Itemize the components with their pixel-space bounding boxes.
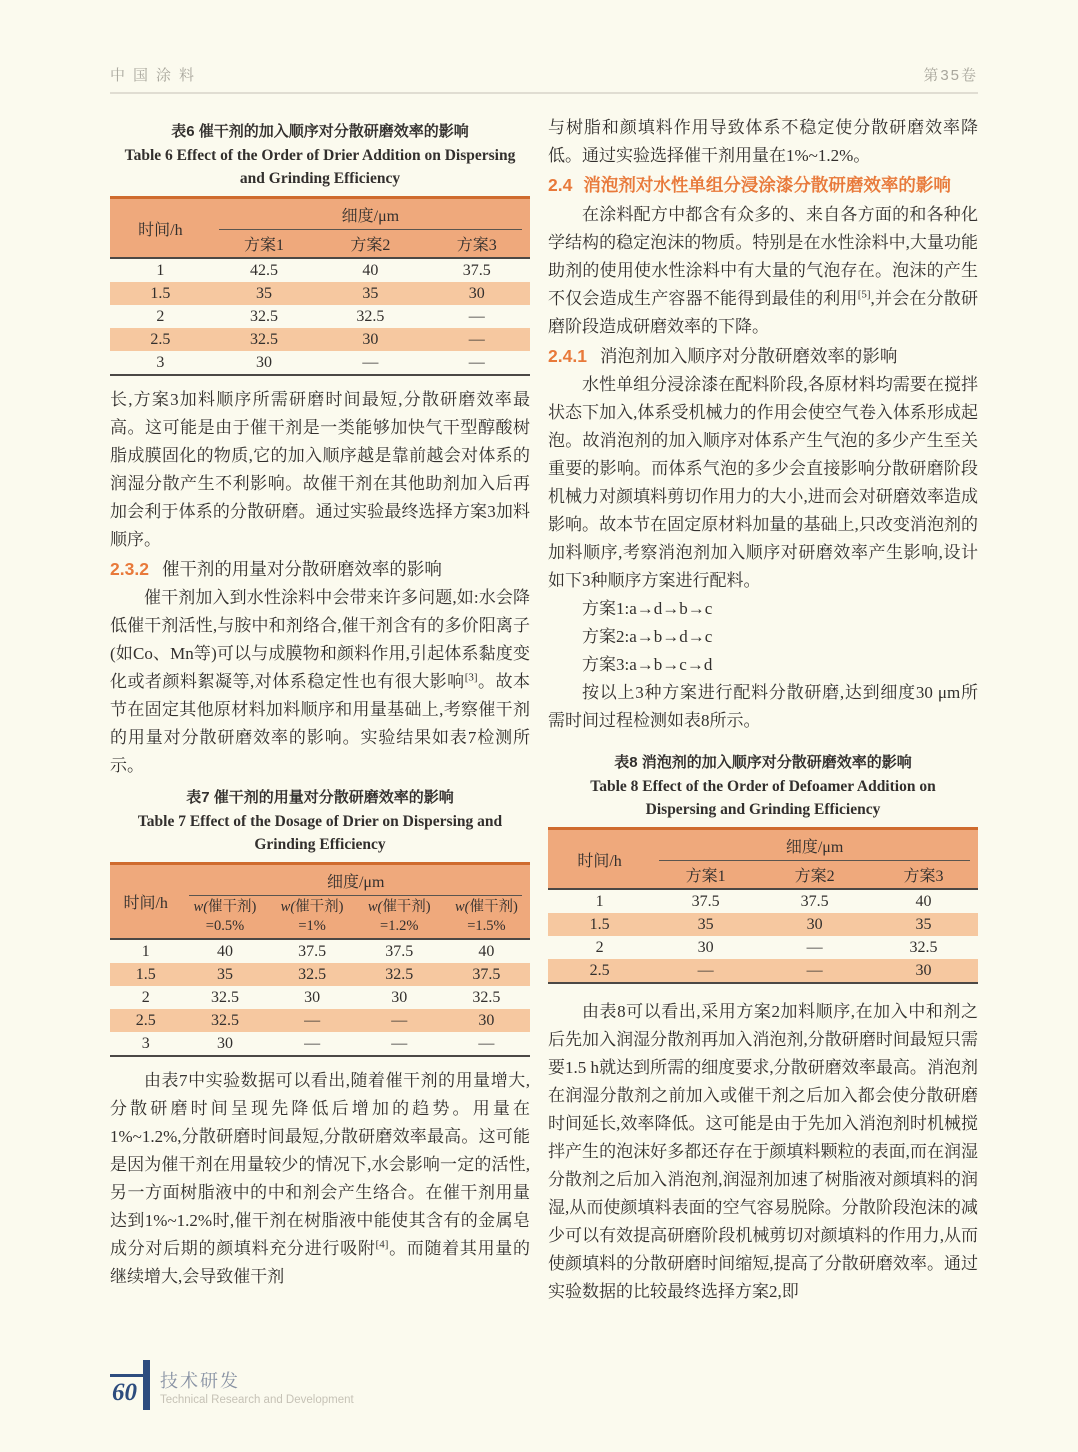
table8-block [548,751,978,984]
table6-block [110,120,530,376]
table-row: 2.5 — — 30 [548,959,978,983]
journal-name: 中国涂料 [110,67,203,84]
section-heading-2-4-1 [548,341,978,371]
footer-section-label [160,1369,354,1410]
table6-subcol: 方案1 [243,237,284,254]
section-heading-2-3-2 [110,554,530,584]
table7-caption-cn: 表7 催干剂的用量对分散研磨效率的影响 [186,789,454,806]
table7-subcol: w(催干剂) =1% [280,899,344,934]
table8-col-time: 时间/h [577,852,622,870]
table-row: 1.5 35 30 35 [548,913,978,936]
table8-caption-en: Table 8 Effect of the Order of Defoamer Addition on Dispersing and Grinding Efficiency [590,778,936,818]
footer-section-cn: 技术研发 [160,1371,240,1391]
table-row: 1 37.5 37.5 40 [595,892,932,910]
table-row: 1 40 37.5 37.5 40 [141,942,495,960]
table8-header [548,829,978,890]
paragraph: 由表7中实验数据可以看出,随着催干剂的用量增大,分散研磨时间呈现先降低后增加的趋势。用量在1%~1.2%,分散研磨时间最短,分散研磨效率最高。这可能是因为催干剂在用量较少的情况下,水会影响一定的活性,另一方面树脂液中的中和剂会产生络合。在催干剂用量达到1%~1.2%时,催干剂在树脂液中能使其含有的金属皂成分对后期的颜填料充分进行吸附[4]。而随着其用量的继续增大,会导致催干剂 [110,1071,530,1286]
table-row: 1 42.5 40 37.5 [156,261,491,279]
section-title: 消泡剂加入顺序对分散研磨效率的影响 [599,346,898,366]
table7-col-time: 时间/h [123,895,168,912]
table-row: 3 30 — — [156,353,485,371]
scheme-line: 方案1:a→d→b→c [582,599,713,618]
two-column-body [110,114,978,1306]
page-header [110,64,978,94]
table-row: 1.5 35 32.5 32.5 37.5 [110,963,530,986]
paragraph: 按以上3种方案进行配料分散研磨,达到细度30 μm所需时间过程检测如表8所示。 [548,683,978,730]
table7-header [110,864,530,940]
reference-mark: [5] [857,288,871,301]
paragraph: 水性单组分浸涂漆在配料阶段,各原材料均需要在搅拌状态下加入,体系受机械力的作用会使空气卷入体系形成起泡。故消泡剂的加入顺序对体系产生气泡的多少产生至关重要的影响。而体系气泡的多少会直接影响分散研磨阶段机械力对颜填料剪切作用力的大小,进而会对研磨效率造成影响。故本节在固定原材料加量的基础上,只改变消泡剂的加料顺序,考察消泡剂加入顺序对研磨效率产生影响,设计如下3种顺序方案进行配料。 [548,375,978,590]
section-title: 消泡剂对水性单组分浸涂漆分散研磨效率的影响 [583,175,951,195]
table6-col-time: 时间/h [138,221,183,239]
table-row: 2 32.5 32.5 — [156,307,485,325]
table8-col-group: 细度/μm [651,829,978,862]
footer-section-en: Technical Research and Development [160,1394,354,1406]
table-row: 1.5 35 35 30 [110,282,530,305]
table6-col-group: 细度/μm [211,198,530,231]
paragraph: 催干剂加入到水性涂料中会带来许多问题,如:水会降低催干剂活性,与胺中和剂络合,催干剂含有的多价阳离子(如Co、Mn等)可以与成膜物和颜料作用,引起体系黏度变化或者颜料絮凝等,对体系稳定性也有很大影响[3]。故本节在固定其他原材料加料顺序和用量基础上,考察催干剂的用量对分散研磨效率的影响。实验结果如表7检测所示。 [110,588,531,775]
table-row: 2 30 — 32.5 [595,938,938,956]
table6-header [110,198,530,259]
table6-subcol: 方案2 [350,237,391,254]
table-row: 2.5 32.5 30 — [110,328,530,351]
page-number: 60 [112,1379,137,1406]
table8-caption-cn: 表8 消泡剂的加入顺序对分散研磨效率的影响 [614,754,912,771]
table7-col-group: 细度/μm [181,864,530,897]
table7-subcol: w(催干剂) =1.5% [454,899,518,934]
table-row: 2 32.5 30 30 32.5 [141,988,501,1006]
table6-caption-cn: 表6 催干剂的加入顺序对分散研磨效率的影响 [171,123,469,140]
table7-block [110,786,530,1057]
table7-subcol: w(催干剂) =1.2% [367,899,431,934]
table6-subcol: 方案3 [456,237,497,254]
table-row: 2.5 32.5 — — 30 [110,1009,530,1032]
section-heading-2-4 [548,170,978,201]
table8-subcol: 方案1 [685,868,726,885]
scheme-line: 方案2:a→b→d→c [582,627,713,646]
left-column [110,114,530,1306]
section-number: 2.4.1 [548,346,587,366]
page-footer [110,1360,354,1410]
table8-subcol: 方案2 [794,868,835,885]
reference-mark: [4] [375,1238,389,1251]
table7-subcol: w(催干剂) =0.5% [193,899,257,934]
paragraph: 在涂料配方中都含有众多的、来自各方面的和各种化学结构的稳定泡沫的物质。特别是在水性涂料中,大量功能助剂的使用使水性涂料中有大量的气泡存在。泡沫的产生不仅会造成生产容器不能得到最佳的利用[5],并会在分散研磨阶段造成研磨效率的下降。 [548,205,979,336]
volume-label: 第35卷 [923,67,978,84]
paragraph: 长,方案3加料顺序所需研磨时间最短,分散研磨效率最高。这可能是由于催干剂是一类能够加快气干型醇酸树脂成膜固化的物质,它的加入顺序越是靠前越会对体系的润湿分散产生不利影响。故催干剂在其他助剂加入后再加会利于体系的分散研磨。通过实验最终选择方案3加料顺序。 [110,390,530,549]
reference-mark: [3] [464,671,478,684]
paragraph: 与树脂和颜填料作用导致体系不稳定使分散研磨效率降低。通过实验选择催干剂用量在1%~1.2%。 [548,118,978,165]
table7-caption-en: Table 7 Effect of the Dosage of Drier on Dispersing and Grinding Efficiency [137,813,503,853]
table6-caption-en: Table 6 Effect of the Order of Drier Addition on Dispersing and Grinding Efficiency [124,147,516,187]
table8-subcol: 方案3 [903,868,944,885]
table-row: 3 30 — — — [141,1034,495,1052]
table7 [110,862,530,1057]
paragraph: 由表8可以看出,采用方案2加料顺序,在加入中和剂之后先加入润湿分散剂再加入消泡剂,分散研磨时间最短只需要1.5 h就达到所需的细度要求,分散研磨效率最高。消泡剂在润湿分散剂之前加入或催干剂之后加入都会使分散研磨时间延长,效率降低。这可能是由于先加入消泡剂时机械搅拌产生的泡沫好多都还存在于颜填料颗粒的表面,而在润湿分散剂之后加入消泡剂,润湿剂加速了树脂液对颜填料的润湿,从而使颜填料表面的空气容易脱除。分散阶段泡沫的减少可以有效提高研磨阶段机械剪切对颜填料的作用力,从而使颜填料的分散研磨时间缩短,提高了分散研磨效率。通过实验数据的比较最终选择方案2,即 [548,1002,978,1301]
footer-divider-bar [143,1360,150,1410]
table6 [110,196,530,376]
section-number: 2.4 [548,175,573,195]
section-title: 催干剂的用量对分散研磨效率的影响 [161,559,442,579]
section-number: 2.3.2 [110,559,149,579]
right-column [548,114,978,1306]
table8 [548,827,978,984]
page-number-box [110,1374,143,1410]
scheme-line: 方案3:a→b→c→d [582,655,713,674]
